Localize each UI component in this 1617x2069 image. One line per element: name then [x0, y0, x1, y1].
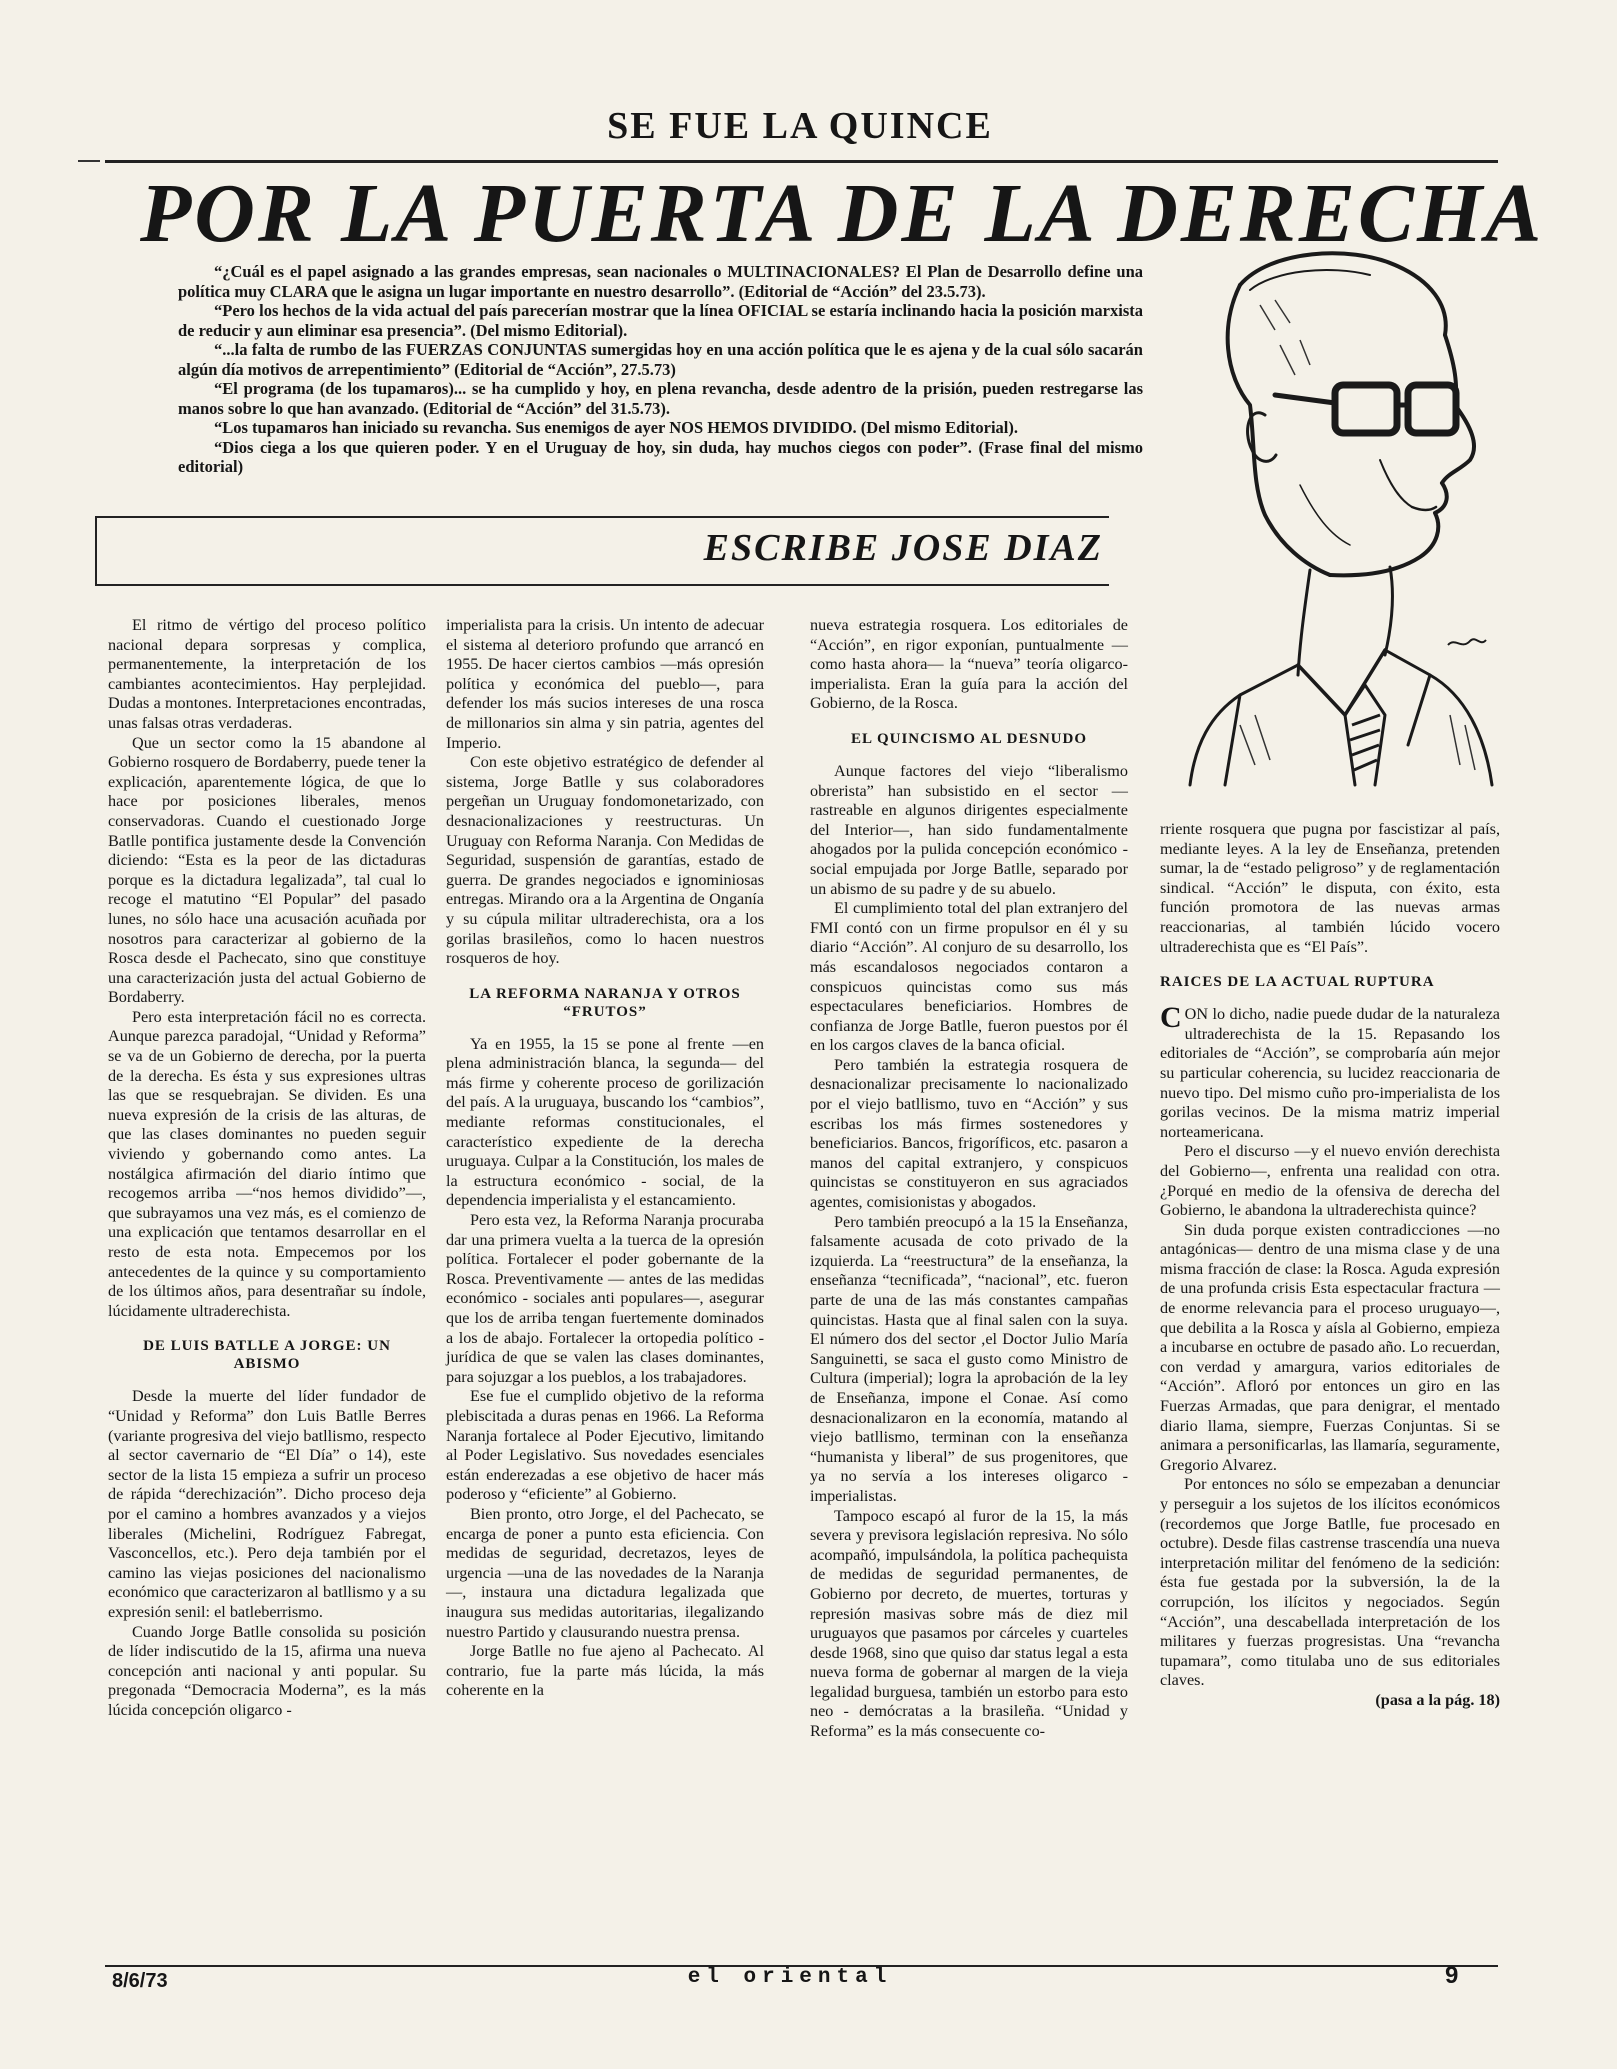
publication-name: el oriental: [687, 1966, 893, 1989]
continuation-link[interactable]: (pasa a la pág. 18): [1375, 1690, 1500, 1709]
epigraph-quote: “El programa (de los tupamaros)... se ha cumplido y hoy, en plena revancha, desde adentro de la prisión, pueden restregarse las manos sobre lo que han avanzado. (Editorial de “Acción” del 31.5.73).: [178, 379, 1143, 418]
article-paragraph: Sin duda porque existen contradicciones —no antagónicas— dentro de una misma clase y de una misma fracción de clase: la Rosca. Aguda expresión de una profunda crisis Esta espectacular fractura —de enorme relevancia para el proceso uruguayo—, que debilita a la Rosca y aísla al Gobierno, empieza a incubarse en octubre de pasado año. Lo recuerdan, con verdad y amargura, varios editoriales de “Acción”. Afloró por entonces un giro en las Fuerzas Armadas, que para denigrar, el mentado diario llama, siempre, Fuerzas Conjuntas. Si se animara a personificarlas, las llamaría, seguramente, Gregorio Alvarez.: [1160, 1220, 1500, 1474]
page-number: 9: [1445, 1962, 1459, 1989]
dropcap-paragraph-text: ON lo dicho, nadie puede dudar de la naturaleza ultraderechista de la 15. Repasando los editoriales de “Acción”, se comprobaría aún mejor su particular coherencia, su lucidez reaccionaria de nuevo tipo. Del mismo cuño pro-imperialista de los gorilas vecinos. De la misma matriz imperial norteamericana.: [1160, 1005, 1500, 1141]
kicker: SE FUE LA QUINCE: [607, 105, 993, 147]
article-paragraph: imperialista para la crisis. Un intento de adecuar el sistema al deterioro profundo que arrancó en 1955. De hacer ciertos cambios —más opresión política y económica del pueblo—, para defender los más sucios intereses de una rosca de millonarios sin alma y sin patria, agentes del Imperio.: [446, 616, 764, 752]
article-paragraph: Aunque factores del viejo “liberalismo obrerista” han subsistido en el sector —rastreable en algunos dirigentes especialmente del Interior—, han sido fundamentalmente ahogados por la pulida concepción económico - social empujada por Jorge Batlle, separado por un abismo de su padre y de su abuelo.: [810, 761, 1128, 898]
article-paragraph: Ya en 1955, la 15 se pone al frente —en plena administración blanca, la segunda— del más firme y coherente proceso de gorilización del país. A la uruguaya, buscando los “cambios”, mediante reformas constitucionales, el característico expediente de la derecha uruguaya. Culpar a la Constitución, los males de la estructura económico - social, de la dependencia imperialista y el estancamiento.: [446, 1034, 764, 1210]
drop-cap: C: [1160, 1001, 1182, 1035]
top-rule: [105, 160, 1498, 163]
article-column-1: [108, 616, 426, 1720]
article-paragraph: Cuando Jorge Batlle consolida su posición de líder indiscutido de la 15, afirma una nueva concepción anti nacional y anti popular. Su pregonada “Democracia Moderna”, es la más lúcida concepción oligarco -: [108, 1622, 426, 1719]
section-heading: RAICES DE LA ACTUAL RUPTURA: [1160, 974, 1435, 991]
epigraph-quote: “¿Cuál es el papel asignado a las grandes empresas, sean nacionales o MULTINACIONALES? El Plan de Desarrollo define una política muy CLARA que le asigna un lugar importante en nuestro desarrollo”. (Editorial de “Acción” del 23.5.73).: [178, 262, 1143, 301]
epigraph-quote: “...la falta de rumbo de las FUERZAS CONJUNTAS sumergidas hoy en una acción política que le es ajena y de la cual sólo sacarán algún día motivos de arrepentimiento” (Editorial de “Acción”, 27.5.73): [178, 340, 1143, 379]
article-paragraph: Que un sector como la 15 abandone al Gobierno rosquero de Bordaberry, puede tener la explicación, aparentemente lógica, de que lo hace por posiciones liberales, menos conservadoras. Cuando el cuestionado Jorge Batlle pontifica justamente desde la Convención diciendo: “Esta es la peor de las dictaduras porque es la dictadura legalizada”, tal cual lo recoge el matutino “El Popular” del pasado lunes, no sólo hace una acusación acuñada por nosotros para caracterizar al gobierno de la Rosca desde el Pachecato, sino que constituye una caracterización justa del actual Gobierno de Bordaberry.: [108, 733, 426, 1007]
article-paragraph: Jorge Batlle no fue ajeno al Pachecato. Al contrario, fue la parte más lúcida, la más coherente en la: [446, 1642, 764, 1700]
article-paragraph: Pero esta interpretación fácil no es correcta. Aunque parezca paradojal, “Unidad y Reforma” se va de un Gobierno de derecha, por la puerta de la derecha. Es ésta y sus expresiones ultras las que se resquebrajan. Se dividen. Es una nueva expresión de la crisis de las alturas, de que las clases dominantes no pueden seguir viviendo y gobernando como antes. La nostálgica afirmación del diario íntimo que recogemos arriba —“nos hemos dividido”—, que subrayamos una vez más, es el comienzo de una explicación que tentamos desarrollar en el resto de esta nota. Empecemos por los antecedentes de la quince y su comportamiento de los últimos años, para desentrañar su índole, lúcidamente ultraderechista.: [108, 1007, 426, 1320]
article-paragraph: Por entonces no sólo se empezaban a denunciar y perseguir a los sujetos de los ilícitos económicos (recordemos que Jorge Batlle, fue procesado en octubre). Desde filas castrense trascendía una nueva interpretación militar del fenómeno de la sedición: ésta fue gestada por la subversión, la de la corrupción, los ilícitos y negociados. Según “Acción”, una descabellada interpretación de los militares y fuerzas progresistas. Una “revancha tupamara”, como titulaba uno de sus editoriales claves.: [1160, 1475, 1500, 1690]
epigraph: [178, 262, 1143, 477]
section-heading: DE LUIS BATLLE A JORGE: UN ABISMO: [143, 1338, 391, 1373]
article-column-3: [810, 616, 1128, 1742]
issue-date: 8/6/73: [112, 1970, 168, 1992]
article-column-2: [446, 616, 764, 1701]
article-paragraph: Pero también preocupó a la 15 la Enseñanza, falsamente acusada de coto privado de la izquierda. La “reestructura” de la enseñanza, la enseñanza “tecnificada”, “nacional”, etc. fueron parte de una de las más constantes campañas quincistas. Hasta que al final salen con la suya. El número dos del sector ,el Doctor Julio María Sanguinetti, se saca el gusto como Ministro de Cultura (imperial); logra la aprobación de la ley de Enseñanza, impone el Conae. Así como desnacionalizaron en la economía, matando al viejo batllismo, terminan con la enseñanza “humanista y liberal” de sus progenitores, que ya no servía a los intereses oligarco - imperialistas.: [810, 1212, 1128, 1505]
article-paragraph: El cumplimiento total del plan extranjero del FMI contó con un firme propulsor en él y su diario “Acción”. Al conjuro de su desarrollo, los más escandalosos negociados contaron a conspicuos quincistas como sus más espectaculares beneficiarios. Hombres de confianza de Jorge Batlle, fueron puestos por él en los cargos claves de la banca oficial.: [810, 899, 1128, 1055]
margin-mark: [78, 160, 100, 162]
byline: ESCRIBE JOSE DIAZ: [703, 527, 1103, 569]
article-paragraph: rriente rosquera que pugna por fascistizar al país, mediante leyes. A la ley de Enseñanza, pretenden sumar, la de “estado peligroso” y de reglamentación sindical. “Acción” le disputa, con éxito, esta función promotora de las nuevas armas reaccionarias, al también lúcido vocero ultraderechista que es “El País”.: [1160, 820, 1500, 956]
section-heading: LA REFORMA NARANJA Y OTROS “FRUTOS”: [469, 985, 741, 1020]
article-paragraph: Desde la muerte del líder fundador de “Unidad y Reforma” don Luis Batlle Berres (variante progresiva del viejo batllismo, respecto al sector cavernario de “El Día” o 14), este sector de la lista 15 empieza a sufrir un proceso de rápida “derechización”. Dicho proceso deja por el camino a hombres avanzados y a viejos liberales (Michelini, Rodríguez Fabregat, Vasconcellos, etc.). Pero deja también por el camino las viejas posiciones del nacionalismo económico que caracterizaron al batllismo y a su expresión senil: el batleberrismo.: [108, 1387, 426, 1621]
article-paragraph: Bien pronto, otro Jorge, el del Pachecato, se encarga de poner a punto esta eficiencia. Con medidas de seguridad, decretazos, leyes de urgencia —una de las novedades de la Naranja—, instaura una dictadura legalizada que inaugura sus medidas autoritarias, ilegalizando nuestro Partido y clausurando nuestra prensa.: [446, 1504, 764, 1641]
article-paragraph-dropcap: [1160, 1001, 1500, 1142]
section-heading: EL QUINCISMO AL DESNUDO: [851, 730, 1087, 747]
byline-box: [95, 516, 1109, 586]
epigraph-quote: “Dios ciega a los que quieren poder. Y en el Uruguay de hoy, sin duda, hay muchos ciegos con poder”. (Frase final del mismo editorial): [178, 437, 1143, 476]
article-paragraph: Pero el discurso —y el nuevo envión derechista del Gobierno—, enfrenta una realidad con otra. ¿Porqué en medio de la ofensiva de derecha del Gobierno, le abandona la ultraderechista quince?: [1160, 1142, 1500, 1220]
article-paragraph: nueva estrategia rosquera. Los editoriales de “Acción”, en rigor exponían, puntualmente —como hasta ahora— la “nueva” teoría oligarco-imperialista. Eran la guía para la acción del Gobierno, de la Rosca.: [810, 616, 1128, 713]
article-paragraph: Con este objetivo estratégico de defender al sistema, Jorge Batlle y sus colaboradores pergeñan un Uruguay fondomonetarizado, con desnacionalizaciones y reestructuras. Un Uruguay con Reforma Naranja. Con Medidas de Seguridad, suspensión de garantías, estado de guerra. De grandes negociados e ignominiosas entregas. Mirando ora a la Argentina de Onganía y su cúpula militar ultraderechista, ora a los gorilas brasileños, como lo hacen nuestros rosqueros de hoy.: [446, 753, 764, 968]
caricature-portrait: [1180, 245, 1510, 790]
article-paragraph: Pero esta vez, la Reforma Naranja procuraba dar una primera vuelta a la tuerca de la opresión política. Fortalecer el poder gobernante de la Rosca. Preventivamente — antes de las medidas económico - sociales anti populares—, asegurar que los de arriba tengan fuertemente dominados a los de abajo. Fortalecer la ortopedia político - jurídica de que se valen las clases dominantes, para sojuzgar a los pueblos, a los trabajadores.: [446, 1211, 764, 1386]
article-paragraph: Ese fue el cumplido objetivo de la reforma plebiscitada a duras penas en 1966. La Reforma Naranja fortalece al Poder Ejecutivo, limitando al Poder Legislativo. Sus novedades esenciales están enderezadas a ese objetivo de hacer más poderoso y “eficiente” al Gobierno.: [446, 1387, 764, 1504]
article-paragraph: Pero también la estrategia rosquera de desnacionalizar precisamente lo nacionalizado por el viejo batllismo, tuvo en “Acción” y sus escribas los más firmes sostenedores y beneficiarios. Bancos, frigoríficos, etc. pasaron a manos del capital extranjero, y conspicuos quincistas se constituyeron en sus agraciados agentes, comisionistas y abogados.: [810, 1055, 1128, 1212]
epigraph-quote: “Los tupamaros han iniciado su revancha. Sus enemigos de ayer NOS HEMOS DIVIDIDO. (Del mismo Editorial).: [214, 418, 1018, 437]
article-paragraph: Tampoco escapó al furor de la 15, la más severa y previsora legislación represiva. No sólo acompañó, impulsándola, la política pachequista de medidas de seguridad permanentes, de Gobierno por decreto, de muertes, torturas y represión masivas sobre más de diez mil uruguayos que pasamos por cárceles y cuarteles desde 1968, sino que quiso dar status legal a esta nueva forma de gobernar al margen de la vieja legalidad burguesa, también un estorbo para esto neo - demócratas a la brasileña. “Unidad y Reforma” es la más consecuente co-: [810, 1506, 1128, 1741]
headline: POR LA PUERTA DE LA DERECHA: [140, 167, 1545, 260]
article-column-4: [1160, 820, 1500, 1711]
epigraph-quote: “Pero los hechos de la vida actual del país parecerían mostrar que la línea OFICIAL se estaría inclinando hacia la posición marxista de reducir y aun eliminar esa presencia”. (Del mismo Editorial).: [178, 301, 1143, 340]
article-paragraph: El ritmo de vértigo del proceso político nacional depara sorpresas y complica, permanentemente, la interpretación de los cambiantes acontecimientos. Hay perplejidad. Dudas a montones. Interpretaciones encontradas, unas falsas otras verdaderas.: [108, 616, 426, 732]
